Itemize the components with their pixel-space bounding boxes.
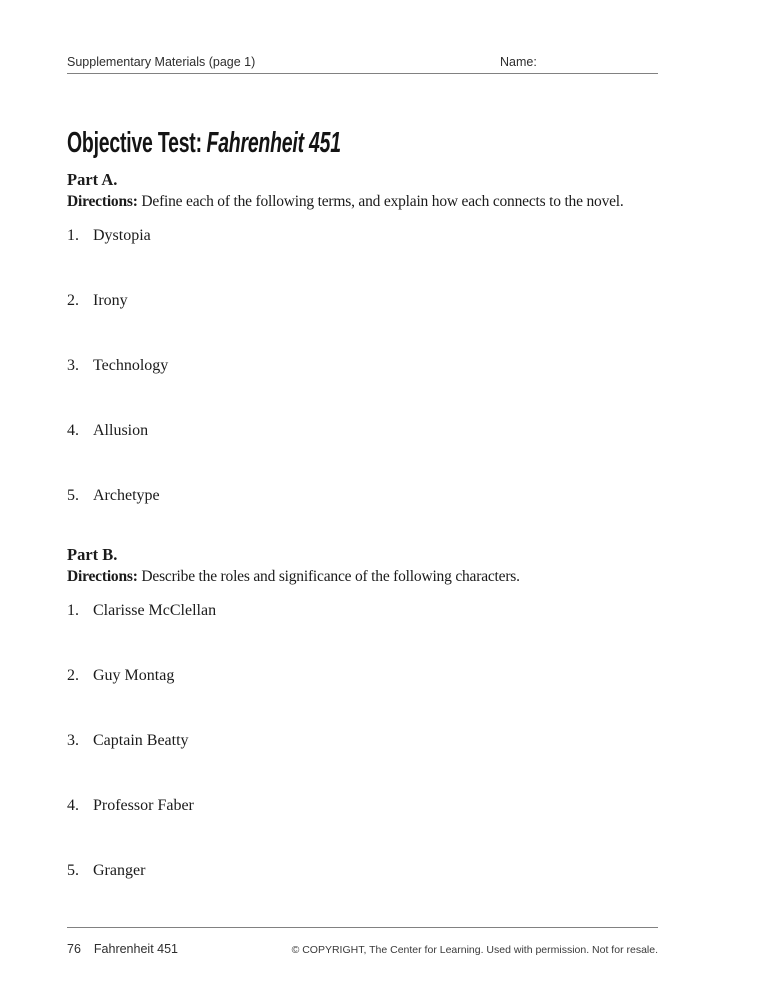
item-label: Archetype (93, 487, 160, 504)
title-prefix: Objective Test: (67, 127, 202, 159)
item-number: 3. (67, 732, 79, 749)
part-b-list (67, 601, 658, 881)
item-label: Clarisse McClellan (93, 602, 217, 619)
footer-book-title: Fahrenheit 451 (93, 942, 178, 956)
item-label: Guy Montag (93, 667, 175, 684)
part-b-section (67, 545, 658, 881)
part-a-directions-text: Define each of the following terms, and explain how each connects to the novel. (141, 193, 624, 210)
item-label: Irony (93, 292, 128, 309)
item-number: 1. (67, 602, 79, 619)
copyright-notice: © COPYRIGHT, The Center for Learning. Used with permission. Not for resale. (291, 944, 658, 956)
list-item (67, 291, 658, 311)
part-b-directions-label: Directions: (67, 568, 138, 585)
item-number: 1. (67, 227, 79, 244)
part-a-directions-label: Directions: (67, 193, 138, 210)
part-b-directions (67, 567, 658, 587)
list-item (67, 601, 658, 621)
item-number: 2. (67, 667, 79, 684)
part-b-heading: Part B. (67, 545, 118, 564)
part-a-section (67, 170, 658, 506)
item-label: Professor Faber (93, 797, 194, 814)
list-item (67, 796, 658, 816)
list-item (67, 731, 658, 751)
part-b-directions-text: Describe the roles and significance of the following characters. (141, 568, 520, 585)
item-label: Captain Beatty (93, 732, 189, 749)
page-number: 76 (67, 942, 81, 956)
list-item (67, 421, 658, 441)
page-footer (67, 927, 658, 956)
list-item (67, 486, 658, 506)
item-number: 4. (67, 797, 79, 814)
item-number: 3. (67, 357, 79, 374)
name-label: Name: (500, 55, 537, 69)
list-item (67, 226, 658, 246)
list-item (67, 356, 658, 376)
item-number: 5. (67, 487, 79, 504)
item-label: Allusion (93, 422, 149, 439)
item-number: 5. (67, 862, 79, 879)
page-content (67, 0, 658, 881)
list-item (67, 666, 658, 686)
item-label: Dystopia (93, 227, 151, 244)
header-rule (67, 73, 658, 74)
page-title (67, 128, 463, 159)
list-item (67, 861, 658, 881)
header-left-label: Supplementary Materials (page 1) (67, 55, 256, 69)
item-number: 2. (67, 292, 79, 309)
footer-left (67, 942, 178, 956)
page-header (67, 0, 658, 69)
part-a-heading: Part A. (67, 170, 118, 189)
part-a-directions (67, 192, 658, 212)
item-label: Technology (93, 357, 169, 374)
item-label: Granger (93, 862, 146, 879)
title-book-name: Fahrenheit 451 (206, 127, 341, 159)
item-number: 4. (67, 422, 79, 439)
part-a-list (67, 226, 658, 506)
